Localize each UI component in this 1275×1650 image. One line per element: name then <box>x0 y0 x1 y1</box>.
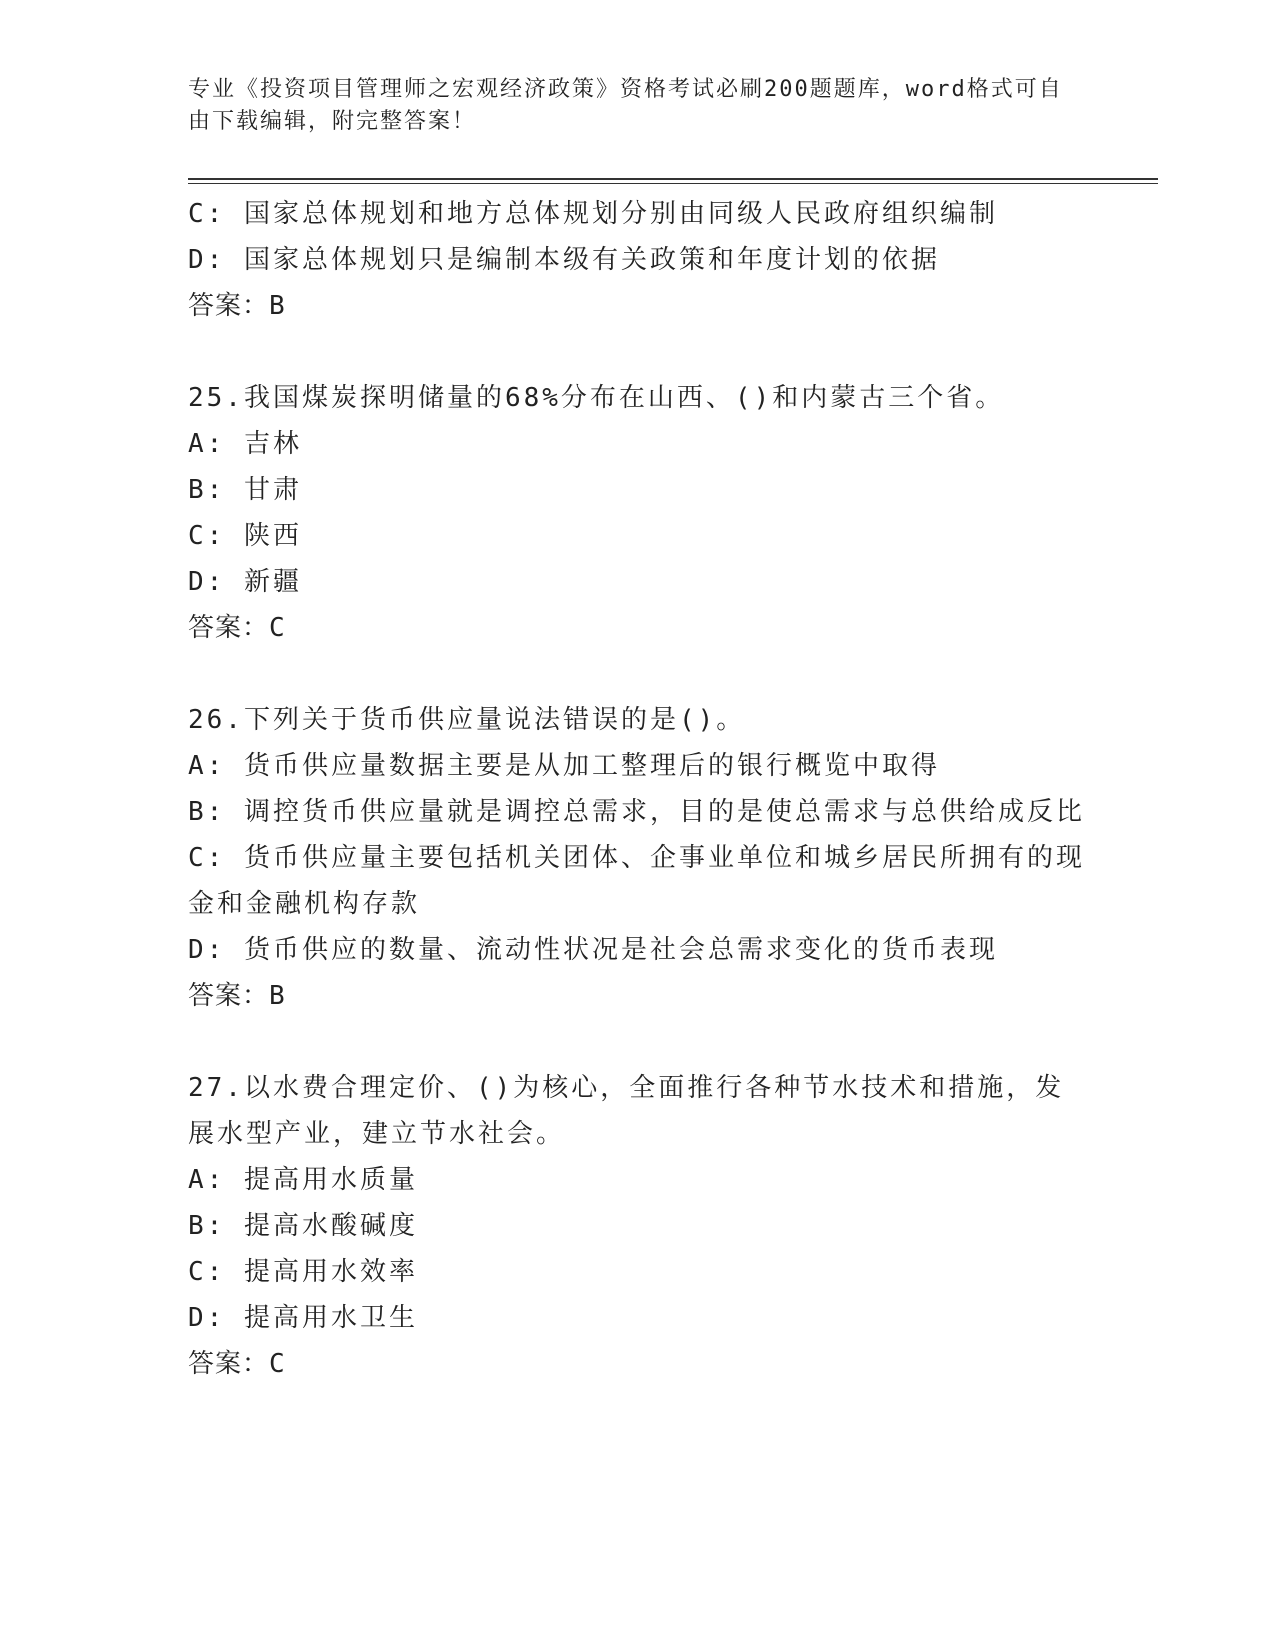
option-a: A: 吉林 <box>188 429 302 459</box>
option-d: D: 货币供应的数量、流动性状况是社会总需求变化的货币表现 <box>188 935 998 965</box>
header-divider-thin <box>188 183 1158 184</box>
spacer <box>188 1019 1088 1065</box>
option-d: D: 新疆 <box>188 567 302 597</box>
answer-line: 答案：C <box>188 1349 286 1379</box>
question-25 <box>188 375 1088 651</box>
option-d: D: 提高用水卫生 <box>188 1303 418 1333</box>
question-list <box>188 191 1088 1387</box>
option-c: C: 国家总体规划和地方总体规划分别由同级人民政府组织编制 <box>188 199 998 229</box>
option-c: C: 陕西 <box>188 521 302 551</box>
option-d: D: 国家总体规划只是编制本级有关政策和年度计划的依据 <box>188 245 940 275</box>
answer-line: 答案：B <box>188 981 286 1011</box>
prev-question-tail <box>188 191 1088 329</box>
option-b: B: 甘肃 <box>188 475 302 505</box>
answer-line: 答案：B <box>188 291 286 321</box>
option-b: B: 提高水酸碱度 <box>188 1211 418 1241</box>
question-stem: 27.以水费合理定价、()为核心，全面推行各种节水技术和措施，发展水型产业，建立节水社会。 <box>188 1073 1065 1149</box>
option-c: C: 提高用水效率 <box>188 1257 418 1287</box>
header-divider <box>188 178 1158 180</box>
question-stem: 26.下列关于货币供应量说法错误的是()。 <box>188 705 746 735</box>
question-26 <box>188 697 1088 1019</box>
spacer <box>188 651 1088 697</box>
option-b: B: 调控货币供应量就是调控总需求，目的是使总需求与总供给成反比 <box>188 797 1085 827</box>
question-stem: 25.我国煤炭探明储量的68%分布在山西、()和内蒙古三个省。 <box>188 383 1005 413</box>
option-a: A: 货币供应量数据主要是从加工整理后的银行概览中取得 <box>188 751 940 781</box>
spacer <box>188 329 1088 375</box>
document-header: 专业《投资项目管理师之宏观经济政策》资格考试必刷200题题库，word格式可自由下载编辑，附完整答案！ <box>188 77 1063 134</box>
question-27 <box>188 1065 1088 1387</box>
answer-line: 答案：C <box>188 613 286 643</box>
option-c: C: 货币供应量主要包括机关团体、企事业单位和城乡居民所拥有的现金和金融机构存款 <box>188 843 1085 919</box>
option-a: A: 提高用水质量 <box>188 1165 418 1195</box>
